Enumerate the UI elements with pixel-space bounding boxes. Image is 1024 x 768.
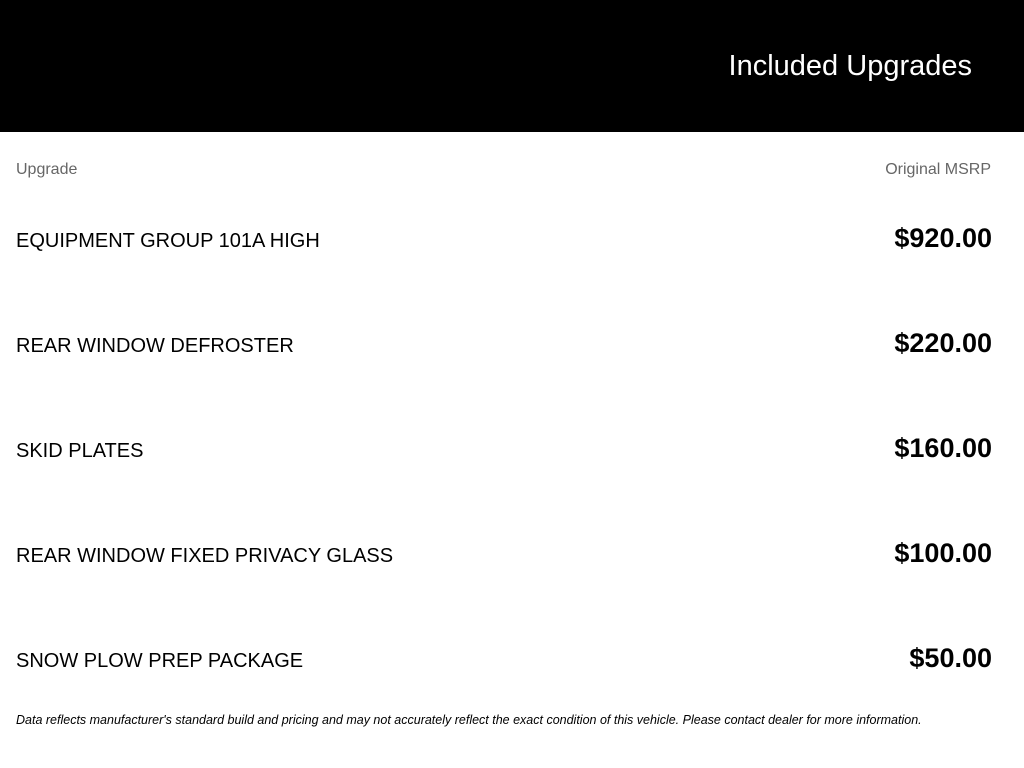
upgrade-price: $220.00	[894, 328, 992, 358]
upgrade-name: SKID PLATES	[16, 440, 144, 462]
column-header-msrp: Original MSRP	[885, 161, 991, 178]
table-row	[0, 221, 1024, 261]
disclaimer-text: Data reflects manufacturer's standard build and pricing and may not accurately reflect the exact condition of this vehicle. Please contact dealer for more information.	[16, 713, 922, 727]
upgrade-price: $50.00	[909, 643, 992, 673]
upgrade-price: $920.00	[894, 223, 992, 253]
table-row	[0, 641, 1024, 681]
table-row	[0, 536, 1024, 576]
upgrade-name: EQUIPMENT GROUP 101A HIGH	[16, 230, 320, 252]
upgrade-name: REAR WINDOW FIXED PRIVACY GLASS	[16, 545, 394, 567]
upgrade-name: SNOW PLOW PREP PACKAGE	[16, 650, 304, 672]
upgrade-name: REAR WINDOW DEFROSTER	[16, 335, 294, 357]
page-title: Included Upgrades	[728, 50, 972, 82]
table-row	[0, 431, 1024, 471]
column-header-upgrade: Upgrade	[16, 161, 78, 178]
header-bar	[0, 0, 1024, 132]
upgrade-price: $100.00	[894, 538, 992, 568]
table-row	[0, 326, 1024, 366]
upgrade-price: $160.00	[894, 433, 992, 463]
